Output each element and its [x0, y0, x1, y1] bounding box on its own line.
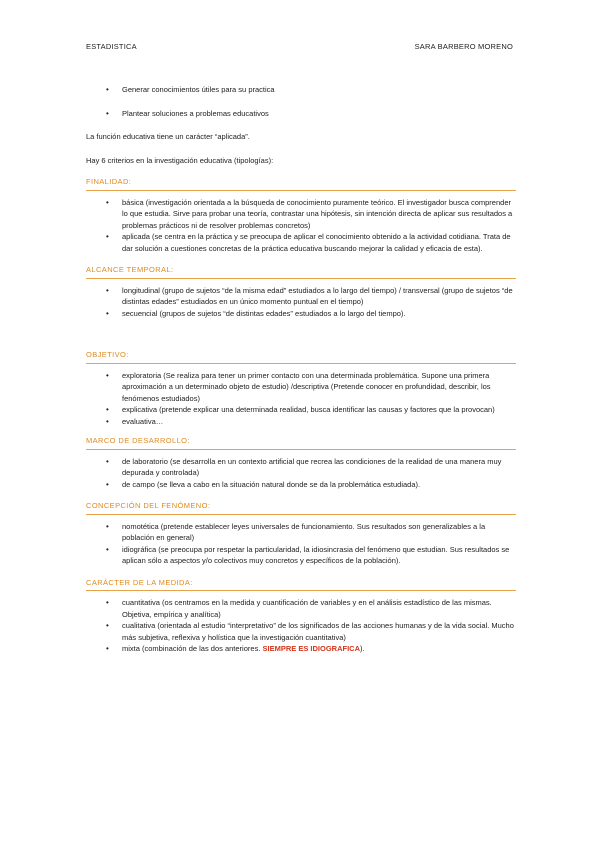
paragraph-function: La función educativa tiene un carácter “aplicada”.	[86, 132, 250, 141]
list-item: • aplicada (se centra en la práctica y se preocupa de aplicar el conocimiento obtenido a la actividad cotidiana. Trata de dar solución a cuestiones concretas de la práctica educativa buscando mejorar la calidad y eficacia de esta).	[86, 231, 516, 254]
list-item: • de laboratorio (se desarrolla en un contexto artificial que recrea las condiciones de la realidad de una manera muy depurada y controlada)	[86, 456, 516, 479]
paragraph-criteria: Hay 6 criterios en la investigación educativa (tipologías):	[86, 155, 274, 165]
list-item: • evaluativa…	[86, 416, 516, 428]
section-title-caracter: CARÁCTER DE LA MEDIDA:	[86, 577, 516, 592]
list-item: • cualitativa (orientada al estudio “interpretativo” de los significados de las acciones humanas y de la vida social. Mucho más subjetiva, reflexiva y holística que la investigación cuantitativa)	[86, 620, 516, 643]
section-title-concepcion: CONCEPCIÓN DEL FENÓMENO:	[86, 500, 516, 515]
mixta-close: ).	[360, 644, 365, 653]
mixta-text: mixta (combinación de las dos anteriores.	[122, 644, 263, 653]
section-title-marco: MARCO DE DESARROLLO:	[86, 435, 516, 450]
list-item: • longitudinal (grupo de sujetos “de la misma edad” estudiados a lo largo del tiempo) / transversal (grupo de sujetos “de distintas edades” estudiados en un único momento puntual en el tiempo)	[86, 285, 516, 308]
intro-bullet-1: • Generar conocimientos útiles para su practica	[86, 84, 516, 96]
list-item: • nomotética (pretende establecer leyes universales de funcionamiento. Sus resultados son generalizables a la población en general)	[86, 521, 516, 544]
section-title-objetivo: OBJETIVO:	[86, 349, 516, 364]
intro-bullet-2: • Plantear soluciones a problemas educativos	[86, 108, 516, 120]
list-item: • de campo (se lleva a cabo en la situación natural donde se da la problemática estudiada).	[86, 479, 516, 491]
list-item: • explicativa (pretende explicar una determinada realidad, busca identificar las causas y factores que la provocan)	[86, 404, 516, 416]
list-item: • básica (investigación orientada a la búsqueda de conocimiento puramente teórico. El investigador busca comprender lo que estudia. Sirve para probar una teoría, contrastar una hipótesis, sin intención directa de aplicar sus resultados a problemas prácticos ni de resolver problemas concretos)	[86, 197, 516, 232]
list-item: • idiográfica (se preocupa por respetar la particularidad, la idiosincrasia del fenómeno que estudian. Sus resultados se aplican sólo a aspectos y/o colectivos muy concretos y específicos de la población).	[86, 544, 516, 567]
highlight-idiografica: SIEMPRE ES IDIOGRAFICA	[262, 644, 360, 653]
header-subject: ESTADISTICA	[86, 42, 137, 51]
document-body	[86, 84, 516, 655]
section-title-alcance: ALCANCE TEMPORAL:	[86, 264, 516, 279]
list-item-mixta	[86, 643, 516, 655]
header-author: SARA BARBERO MORENO	[414, 42, 513, 51]
section-title-finalidad: FINALIDAD:	[86, 176, 516, 191]
page-header	[86, 42, 513, 54]
list-item: • secuencial (grupos de sujetos “de distintas edades” estudiados a lo largo del tiempo).	[86, 308, 516, 320]
list-item: • cuantitativa (os centramos en la medida y cuantificación de variables y en el análisis estadístico de las mismas. Objetiva, empírica y analítica)	[86, 597, 516, 620]
list-item: • exploratoria (Se realiza para tener un primer contacto con una determinada problemática. Supone una primera aproximación a un determinado objeto de estudio) /descriptiva (Pretende conocer en profundidad, describir, los fenómenos estudiados)	[86, 370, 516, 405]
